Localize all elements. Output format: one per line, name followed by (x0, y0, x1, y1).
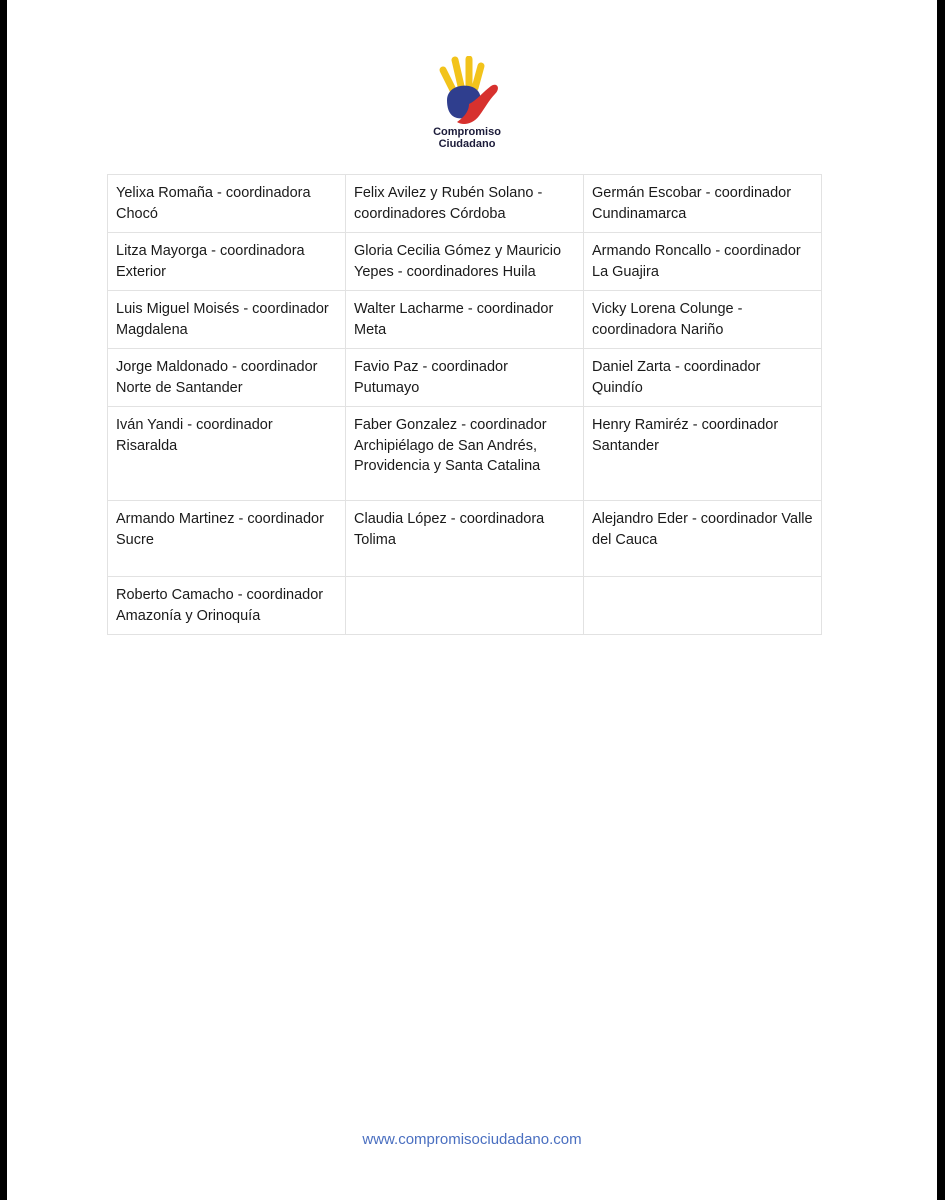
document-page (7, 0, 937, 1200)
table-cell: Armando Roncallo - coordinador La Guajira (584, 233, 822, 291)
table-row (108, 407, 822, 501)
table-cell: Jorge Maldonado - coordinador Norte de Santander (108, 349, 346, 407)
table-row (108, 175, 822, 233)
table-cell (584, 577, 822, 635)
website-link[interactable]: www.compromisociudadano.com (362, 1131, 582, 1148)
table-row (108, 291, 822, 349)
table-cell: Armando Martinez - coordinador Sucre (108, 501, 346, 577)
table-row (108, 349, 822, 407)
table-row (108, 501, 822, 577)
table-cell: Yelixa Romaña - coordinadora Chocó (108, 175, 346, 233)
table-cell: Faber Gonzalez - coordinador Archipiélago de San Andrés, Providencia y Santa Catalina (346, 407, 584, 501)
table-cell: Henry Ramiréz - coordinador Santander (584, 407, 822, 501)
table-cell: Felix Avilez y Rubén Solano - coordinadores Córdoba (346, 175, 584, 233)
table-cell: Roberto Camacho - coordinador Amazonía y Orinoquía (108, 577, 346, 635)
table-cell: Iván Yandi - coordinador Risaralda (108, 407, 346, 501)
table-cell: Alejandro Eder - coordinador Valle del Cauca (584, 501, 822, 577)
table-cell: Litza Mayorga - coordinadora Exterior (108, 233, 346, 291)
hand-logo-icon (433, 56, 501, 128)
table-cell: Favio Paz - coordinador Putumayo (346, 349, 584, 407)
table-cell: Germán Escobar - coordinador Cundinamarca (584, 175, 822, 233)
table-cell: Daniel Zarta - coordinador Quindío (584, 349, 822, 407)
table-row (108, 233, 822, 291)
table-row (108, 577, 822, 635)
logo-line-1: Compromiso (433, 126, 501, 138)
coordinators-table (107, 174, 822, 635)
logo-text (419, 126, 515, 150)
logo-line-2: Ciudadano (438, 138, 496, 150)
table-cell: Claudia López - coordinadora Tolima (346, 501, 584, 577)
table-cell: Vicky Lorena Colunge - coordinadora Nariño (584, 291, 822, 349)
table-cell (346, 577, 584, 635)
table-cell: Walter Lacharme - coordinador Meta (346, 291, 584, 349)
table-cell: Luis Miguel Moisés - coordinador Magdalena (108, 291, 346, 349)
table-cell: Gloria Cecilia Gómez y Mauricio Yepes - coordinadores Huila (346, 233, 584, 291)
compromiso-ciudadano-logo (419, 56, 515, 156)
